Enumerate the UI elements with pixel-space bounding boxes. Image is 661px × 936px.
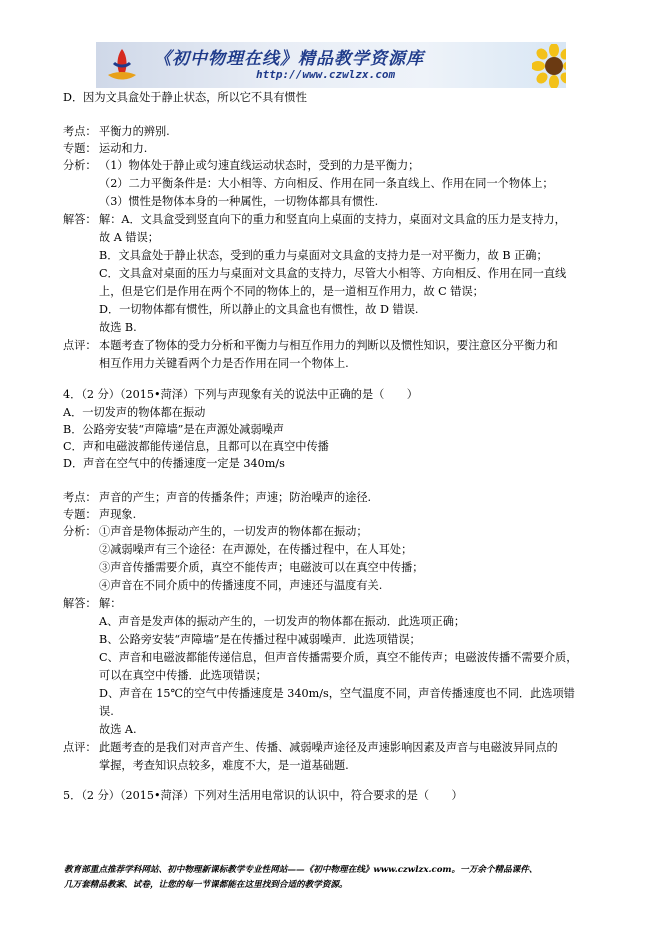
prev-option-d: D．因为文具盒处于静止状态，所以它不具有惯性 [63, 91, 307, 104]
q4-zhuanti-label: 专题： [63, 508, 97, 521]
q3-fenxi-line: （3）惯性是物体本身的一种属性，一切物体都具有惯性. [99, 195, 379, 208]
footer-line: 教育部重点推荐学科网站、初中物理新课标教学专业性网站——《初中物理在线》www.czwlzx.com。一万余个精品课件、 [64, 865, 538, 875]
banner-url: http://www.czwlzx.com [256, 68, 396, 81]
q3-kaodian-label: 考点： [63, 125, 97, 138]
q3-fenxi-line: （1）物体处于静止或匀速直线运动状态时，受到的力是平衡力； [99, 159, 420, 172]
q4-jieda-line: 可以在真空中传播．此选项错误； [99, 669, 267, 682]
q3-dianping-label: 点评： [63, 339, 97, 352]
q3-jieda-line: 解：A．文具盒受到竖直向下的重力和竖直向上桌面的支持力，桌面对文具盒的压力是支持力， [99, 213, 566, 226]
q4-jieda-line: B、公路旁安装“声障墙”是在传播过程中减弱噪声．此选项错误； [99, 633, 421, 646]
q3-dianping-line: 本题考查了物体的受力分析和平衡力与相互作用力的判断以及惯性知识，要注意区分平衡力和 [99, 339, 558, 352]
q3-jieda-label: 解答： [63, 213, 97, 226]
q3-dianping-line: 相互作用力关键看两个力是否作用在同一个物体上. [99, 357, 349, 370]
q4-fenxi-line: ①声音是物体振动产生的，一切发声的物体都在振动； [99, 525, 368, 538]
q3-kaodian: 平衡力的辨别. [99, 125, 170, 138]
q3-jieda-line: 故 A 错误； [99, 231, 159, 244]
q4-kaodian-label: 考点： [63, 491, 97, 504]
q4-jieda-line: A、声音是发声体的振动产生的，一切发声的物体都在振动．此选项正确； [99, 615, 466, 628]
q4-option-b: B．公路旁安装“声障墙”是在声源处减弱噪声 [63, 423, 285, 436]
q3-jieda-line: 上，但是它们是作用在两个不同的物体上的，是一道相互作用力，故 C 错误； [99, 285, 484, 298]
q4-jieda-line: 故选 A. [99, 723, 137, 736]
header-banner [96, 42, 566, 88]
q4-fenxi-line: ②减弱噪声有三个途径：在声源处，在传播过程中，在人耳处； [99, 543, 413, 556]
q4-option-d: D．声音在空气中的传播速度一定是 340m/s [63, 457, 285, 470]
q4-stem: 4．（2 分）（2015•菏泽）下列与声现象有关的说法中正确的是（ ） [63, 388, 418, 401]
site-logo-icon [102, 45, 142, 85]
q4-dianping-line: 此题考查的是我们对声音产生、传播、减弱噪声途径及声速影响因素及声音与电磁波异同点的 [99, 741, 558, 754]
q4-dianping-line: 掌握，考查知识点较多，难度不大，是一道基础题. [99, 759, 349, 772]
q4-jieda-line: 解： [99, 597, 122, 610]
q3-jieda-line: D．一切物体都有惯性，所以静止的文具盒也有惯性，故 D 错误. [99, 303, 419, 316]
q4-jieda-line: C、声音和电磁波都能传递信息，但声音传播需要介质，真空不能传声；电磁波传播不需要介质， [99, 651, 578, 664]
q4-jieda-label: 解答： [63, 597, 97, 610]
q4-jieda-line: D、声音在 15℃的空气中传播速度是 340m/s，空气温度不同，声音传播速度也不同．此选项错 [99, 687, 575, 700]
q3-jieda-line: C．文具盒对桌面的压力与桌面对文具盒的支持力，尽管大小相等、方向相反、作用在同一直线 [99, 267, 567, 280]
q3-jieda-line: 故选 B. [99, 321, 137, 334]
q4-dianping-label: 点评： [63, 741, 97, 754]
banner-title: 《初中物理在线》精品教学资源库 [154, 49, 424, 69]
q4-zhuanti: 声现象. [99, 508, 137, 521]
q3-zhuanti-label: 专题： [63, 142, 97, 155]
q4-option-c: C．声和电磁波都能传递信息，且都可以在真空中传播 [63, 440, 329, 453]
q3-jieda-line: B．文具盒处于静止状态，受到的重力与桌面对文具盒的支持力是一对平衡力，故 B 正确； [99, 249, 548, 262]
footer-line: 几万套精品教案、试卷，让您的每一节课都能在这里找到合适的教学资源。 [64, 880, 348, 890]
q4-fenxi-line: ③声音传播需要介质，真空不能传声；电磁波可以在真空中传播； [99, 561, 424, 574]
q3-fenxi-line: （2）二力平衡条件是：大小相等、方向相反、作用在同一条直线上、作用在同一个物体上； [99, 177, 554, 190]
q4-fenxi-line: ④声音在不同介质中的传播速度不同，声速还与温度有关. [99, 579, 383, 592]
q3-zhuanti: 运动和力. [99, 142, 148, 155]
q4-jieda-line: 误. [99, 705, 114, 718]
q5-stem: 5．（2 分）（2015•菏泽）下列对生活用电常识的认识中，符合要求的是（ ） [63, 789, 463, 802]
sunflower-icon [532, 44, 566, 88]
q4-option-a: A．一切发声的物体都在振动 [63, 406, 206, 419]
q3-fenxi-label: 分析： [63, 159, 97, 172]
q4-fenxi-label: 分析： [63, 525, 97, 538]
q4-kaodian: 声音的产生；声音的传播条件；声速；防治噪声的途径. [99, 491, 372, 504]
